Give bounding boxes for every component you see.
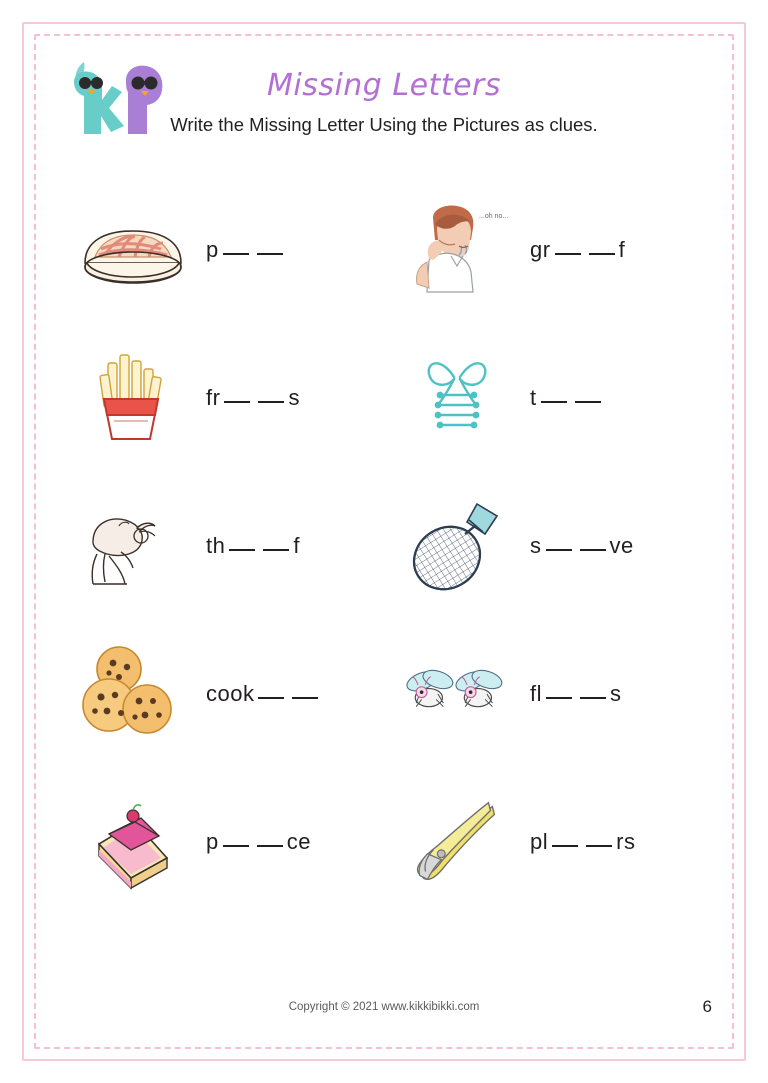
word-prefix: p (206, 829, 219, 854)
page-title: Missing Letters (266, 68, 502, 103)
word-suffix: s (610, 681, 622, 706)
word-suffix: s (288, 385, 300, 410)
word-prefix: p (206, 237, 219, 262)
word-suffix: ve (609, 533, 634, 558)
page-number: 6 (702, 997, 712, 1016)
word-prefix: fr (206, 385, 221, 410)
word-suffix: ce (286, 829, 311, 854)
tied-bow-shoelace-icon (398, 339, 516, 457)
word-answer-line (206, 829, 311, 855)
exercise-row (46, 176, 722, 324)
page-subtitle: Write the Missing Letter Using the Pictures as clues. (170, 114, 598, 135)
word-answer-line (530, 681, 622, 707)
pliers-icon (398, 783, 516, 901)
word-prefix: gr (530, 237, 551, 262)
exercise-item (74, 768, 394, 916)
thief-with-sack-icon (74, 487, 192, 605)
blank-line[interactable] (223, 238, 249, 255)
exercise-row (46, 472, 722, 620)
sieve-strainer-icon (398, 487, 516, 605)
word-prefix: t (530, 385, 537, 410)
flies-icon (398, 635, 516, 753)
blank-line[interactable] (258, 682, 284, 699)
exercise-item (74, 472, 394, 620)
word-answer-line (530, 829, 635, 855)
cookies-icon (74, 635, 192, 753)
page-footer (46, 997, 722, 1027)
blank-line[interactable] (580, 682, 606, 699)
blank-line[interactable] (575, 386, 601, 403)
word-suffix: f (618, 237, 626, 262)
word-answer-line (206, 237, 287, 263)
exercise-item (74, 620, 394, 768)
exercise-item (74, 324, 394, 472)
exercise-item (398, 768, 718, 916)
word-prefix: th (206, 533, 226, 558)
blank-line[interactable] (586, 830, 612, 847)
exercise-item (398, 472, 718, 620)
exercise-grid (46, 176, 722, 977)
word-answer-line (530, 385, 605, 411)
word-answer-line (530, 237, 625, 263)
exercise-row (46, 768, 722, 916)
blank-line[interactable] (292, 682, 318, 699)
exercise-row (46, 620, 722, 768)
copyright-text: Copyright © 2021 www.kikkibikki.com (288, 1001, 480, 1013)
svg-text:...oh no...: ...oh no... (479, 213, 509, 220)
exercise-item (398, 620, 718, 768)
blank-line[interactable] (580, 534, 606, 551)
word-answer-line (530, 533, 634, 559)
exercise-item (74, 176, 394, 324)
blank-line[interactable] (229, 534, 255, 551)
exercise-item (398, 176, 718, 324)
french-fries-icon (74, 339, 192, 457)
blank-line[interactable] (555, 238, 581, 255)
blank-line[interactable] (258, 386, 284, 403)
blank-line[interactable] (263, 534, 289, 551)
crying-boy-icon (398, 191, 516, 309)
blank-line[interactable] (589, 238, 615, 255)
word-prefix: s (530, 533, 542, 558)
word-answer-line (206, 533, 300, 559)
word-prefix: cook (206, 681, 255, 706)
word-answer-line (206, 681, 322, 707)
word-prefix: pl (530, 829, 549, 854)
blank-line[interactable] (546, 534, 572, 551)
cake-slice-icon (74, 783, 192, 901)
pie-icon (74, 191, 192, 309)
blank-line[interactable] (257, 238, 283, 255)
blank-line[interactable] (257, 830, 283, 847)
blank-line[interactable] (223, 830, 249, 847)
blank-line[interactable] (546, 682, 572, 699)
exercise-item (398, 324, 718, 472)
word-suffix: rs (616, 829, 636, 854)
word-prefix: fl (530, 681, 542, 706)
word-answer-line (206, 385, 300, 411)
blank-line[interactable] (552, 830, 578, 847)
exercise-row (46, 324, 722, 472)
worksheet-content (46, 46, 722, 1037)
blank-line[interactable] (541, 386, 567, 403)
word-suffix: f (293, 533, 300, 558)
blank-line[interactable] (224, 386, 250, 403)
